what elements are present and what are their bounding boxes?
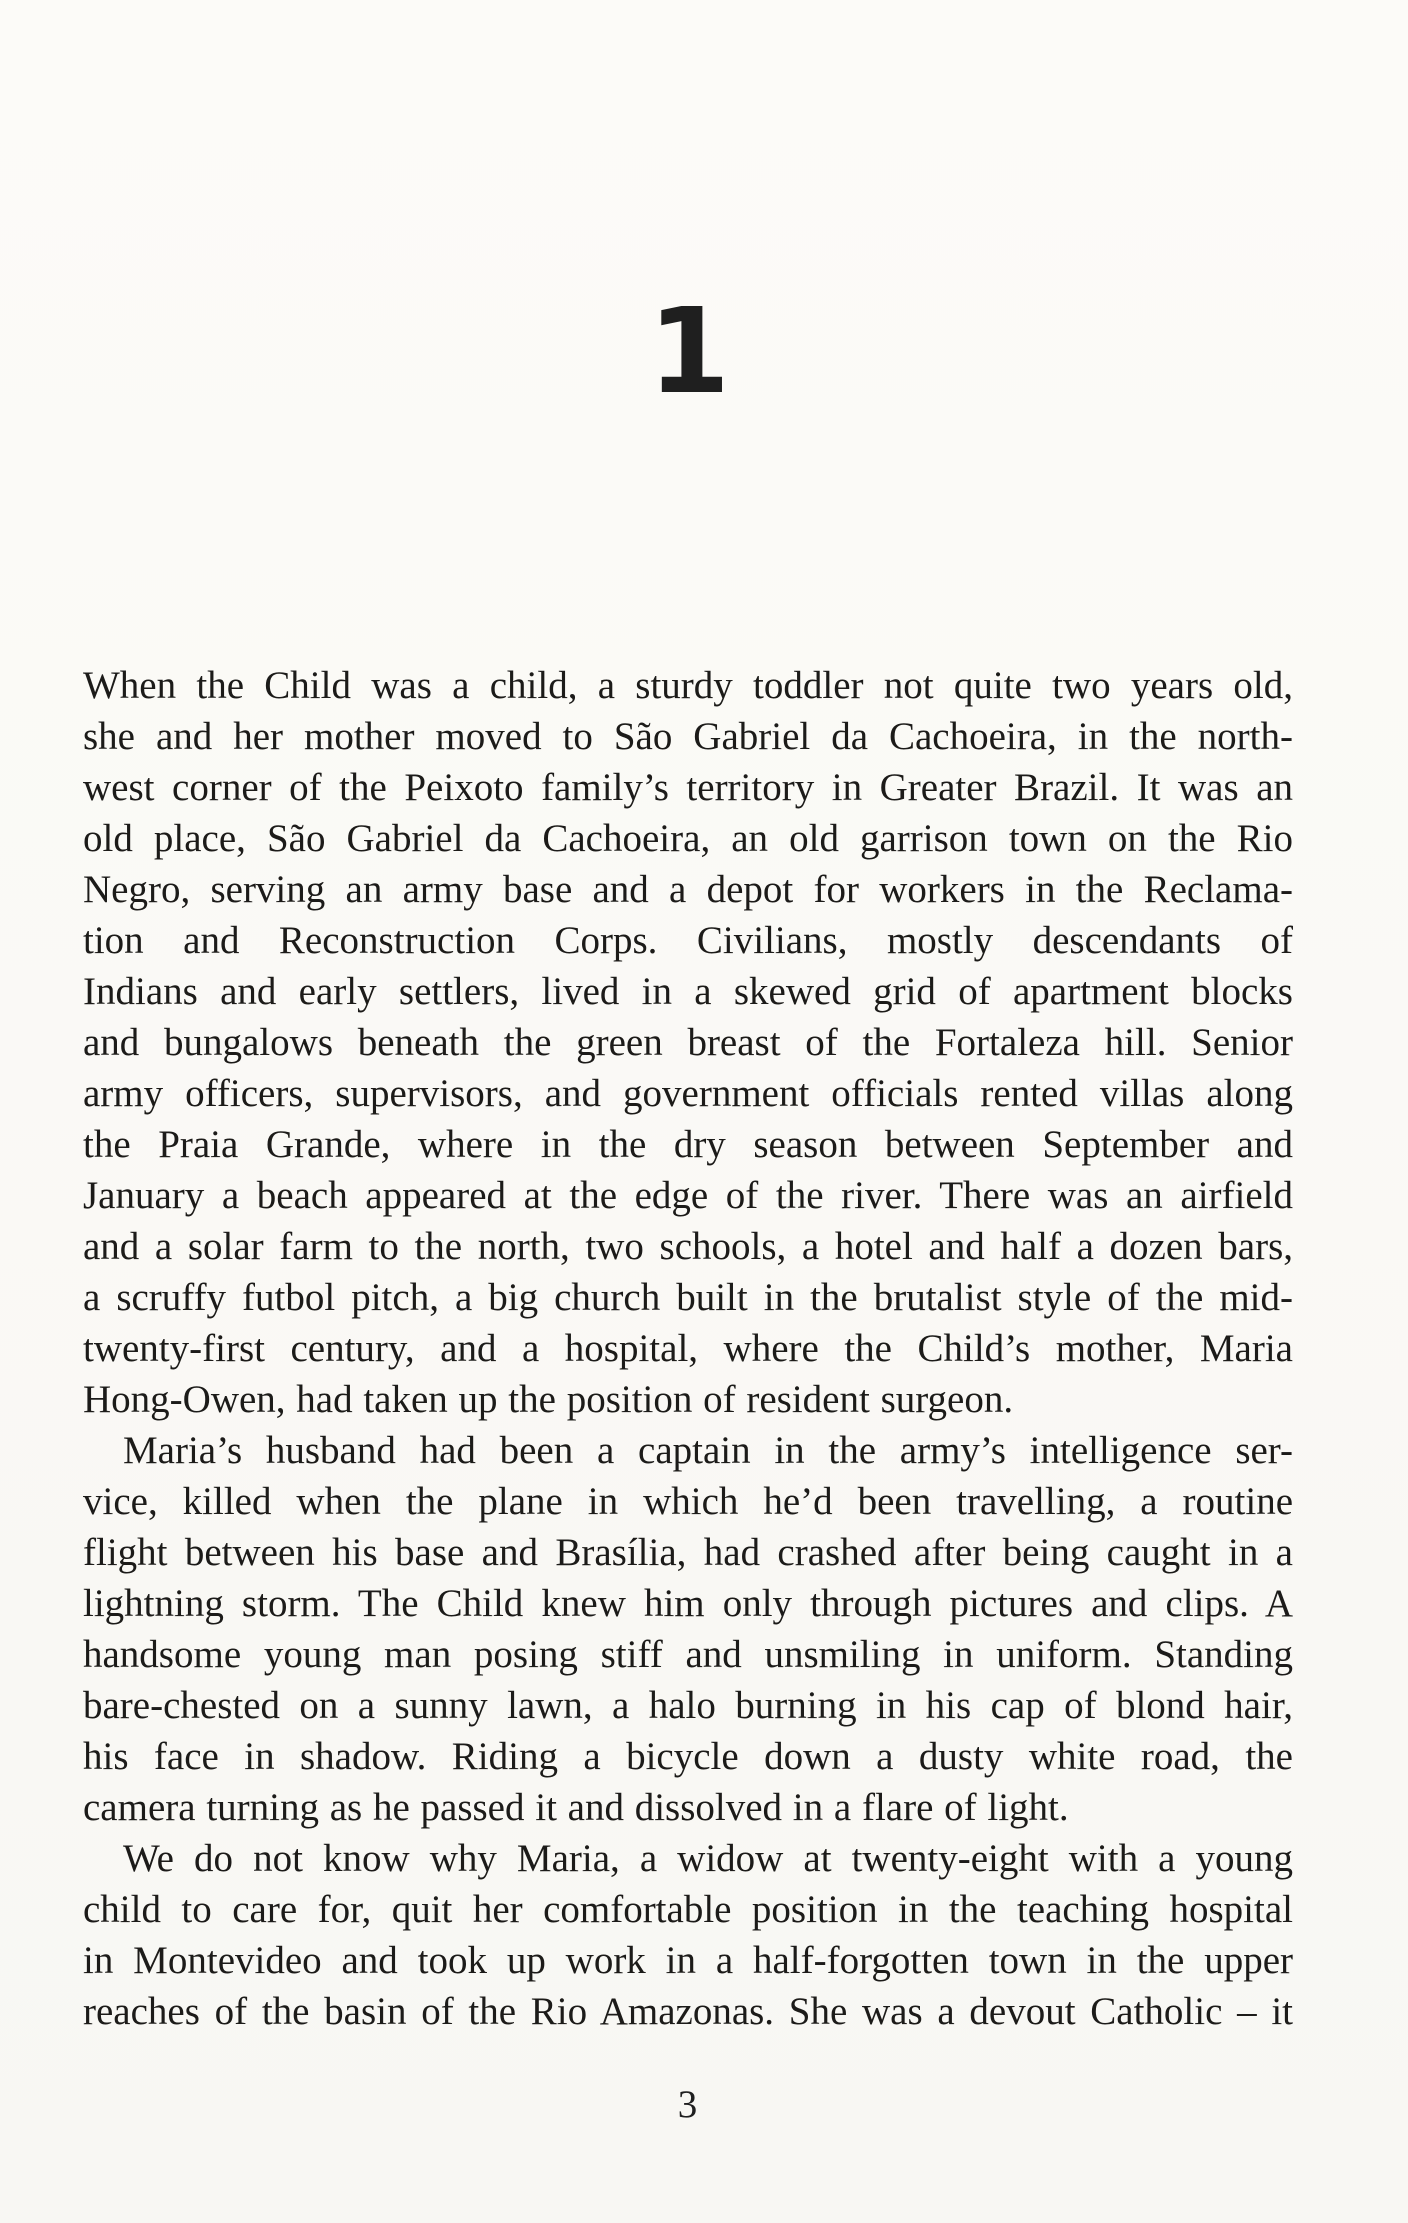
text-line: child to care for, quit her comfortable position in the teaching hospital [83,1888,1293,1931]
text-line: army officers, supervisors, and government officials rented villas along [83,1072,1293,1115]
text-line: bare-chested on a sunny lawn, a halo burning in his cap of blond hair, [83,1684,1293,1727]
text-line: Negro, serving an army base and a depot for workers in the Reclama- [83,868,1293,911]
text-line: and a solar farm to the north, two schools, a hotel and half a dozen bars, [83,1225,1293,1268]
text-line: Maria’s husband had been a captain in the army’s intelligence ser- [123,1429,1293,1472]
paragraph-3 [83,1833,1293,2037]
text-line: his face in shadow. Riding a bicycle down a dusty white road, the [83,1735,1293,1778]
chapter-text [83,660,1293,2037]
text-line: Indians and early settlers, lived in a skewed grid of apartment blocks [83,970,1293,1013]
text-line: she and her mother moved to São Gabriel da Cachoeira, in the north- [83,715,1293,758]
text-line: the Praia Grande, where in the dry season between September and [83,1123,1293,1166]
text-line: camera turning as he passed it and dissolved in a flare of light. [83,1786,1069,1829]
text-line: twenty-first century, and a hospital, where the Child’s mother, Maria [83,1327,1293,1370]
text-line: We do not know why Maria, a widow at twenty-eight with a young [123,1837,1293,1880]
text-line: a scruffy futbol pitch, a big church built in the brutalist style of the mid- [83,1276,1293,1319]
text-line: lightning storm. The Child knew him only through pictures and clips. A [83,1582,1293,1625]
page-number: 3 [677,2083,698,2126]
text-line: handsome young man posing stiff and unsmiling in uniform. Standing [83,1633,1293,1676]
text-line: January a beach appeared at the edge of the river. There was an airfield [83,1174,1293,1217]
text-line: and bungalows beneath the green breast of the Fortaleza hill. Senior [83,1021,1293,1064]
text-line: in Montevideo and took up work in a half-forgotten town in the upper [83,1939,1293,1982]
chapter-number: 1 [647,282,731,420]
text-line: reaches of the basin of the Rio Amazonas. She was a devout Catholic – it [83,1990,1293,2033]
paragraph-1 [83,660,1293,1425]
text-line: Hong-Owen, had taken up the position of resident surgeon. [83,1378,1014,1421]
text-line: vice, killed when the plane in which he’d been travelling, a routine [83,1480,1293,1523]
text-line: west corner of the Peixoto family’s territory in Greater Brazil. It was an [83,766,1293,809]
text-line: flight between his base and Brasília, had crashed after being caught in a [83,1531,1293,1574]
text-line: When the Child was a child, a sturdy toddler not quite two years old, [83,664,1293,707]
text-line: tion and Reconstruction Corps. Civilians, mostly descendants of [83,919,1293,962]
paragraph-2 [83,1425,1293,1833]
text-line: old place, São Gabriel da Cachoeira, an old garrison town on the Rio [83,817,1293,860]
